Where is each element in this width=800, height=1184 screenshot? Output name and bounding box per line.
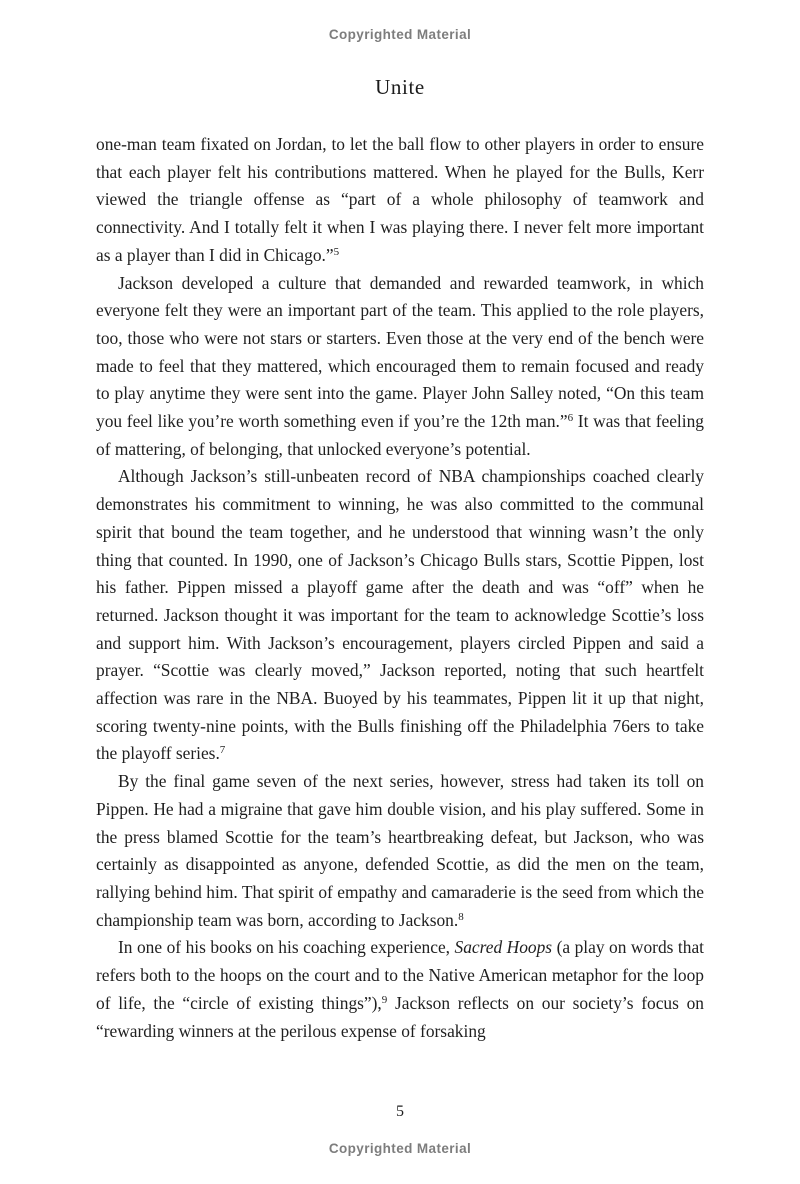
body-paragraph bbox=[96, 131, 704, 270]
body-paragraph bbox=[96, 768, 704, 934]
copyright-notice-top: Copyrighted Material bbox=[328, 27, 472, 42]
copyright-notice-bottom: Copyrighted Material bbox=[328, 1141, 472, 1156]
footnote-reference: 6 bbox=[567, 412, 574, 425]
body-paragraph bbox=[96, 934, 704, 1045]
body-paragraph bbox=[96, 463, 704, 768]
text-run: It was that feeling of mattering, of belonging, that unlocked everyone’s potential. bbox=[96, 411, 704, 459]
page-number: 5 bbox=[396, 1103, 404, 1120]
text-run: In one of his books on his coaching experience, bbox=[118, 937, 455, 958]
footnote-reference: 7 bbox=[219, 744, 226, 757]
footnote-reference: 9 bbox=[381, 993, 388, 1006]
body-text bbox=[96, 131, 704, 1045]
footnote-reference: 5 bbox=[333, 245, 340, 258]
text-run: By the final game seven of the next series, however, stress had taken its toll on Pippen. He had a migraine that gave him double vision, and his play suffered. Some in the press blamed Scottie for the team’s heartbreaking defeat, but Jackson, who was certainly as disappointed as anyone, defended Scottie, as did the men on the team, rallying behind him. That spirit of empathy and camaraderie is the seed from which the championship team was born, according to Jackson. bbox=[96, 771, 704, 930]
text-run: one-man team fixated on Jordan, to let the ball flow to other players in order to ensure that each player felt his contributions mattered. When he played for the Bulls, Kerr viewed the triangle offense as “part of a whole philosophy of teamwork and connectivity. And I totally felt it when I was playing there. I never felt more important as a player than I did in Chicago.” bbox=[96, 134, 704, 265]
body-paragraph bbox=[96, 270, 704, 464]
text-run: Although Jackson’s still-unbeaten record of NBA championships coached clearly demonstrates his commitment to winning, he was also committed to the communal spirit that bound the team together, and he understood that winning wasn’t the only thing that counted. In 1990, one of Jackson’s Chicago Bulls stars, Scottie Pippen, lost his father. Pippen missed a playoff game after the death and was “off” when he returned. Jackson thought it was important for the team to acknowledge Scottie’s loss and support him. With Jackson’s encouragement, players circled Pippen and said a prayer. “Scottie was clearly moved,” Jackson reported, noting that such heartfelt affection was rare in the NBA. Buoyed by his teammates, Pippen lit it up that night, scoring twenty-nine points, with the Bulls finishing off the Philadelphia 76ers to take the playoff series. bbox=[96, 466, 704, 764]
text-run: Jackson developed a culture that demanded and rewarded teamwork, in which everyone felt they were an important part of the team. This applied to the role players, too, those who were not stars or starters. Even those at the very end of the bench were made to feel that they mattered, which encouraged them to remain focused and ready to play anytime they were sent into the game. Player John Salley noted, “On this team you feel like you’re worth something even if you’re the 12th man.” bbox=[96, 272, 704, 432]
footnote-reference: 8 bbox=[458, 910, 464, 923]
book-title-italic: Sacred Hoops bbox=[454, 937, 553, 958]
text-run: Jackson reflects on our society’s focus on “rewarding winners at the perilous expense of forsaking bbox=[96, 992, 704, 1041]
chapter-title: Unite bbox=[375, 75, 425, 99]
text-run: (a play on words that refers both to the hoops on the court and to the Native American metaphor for the loop of life, the “circle of existing things”), bbox=[96, 937, 704, 1013]
